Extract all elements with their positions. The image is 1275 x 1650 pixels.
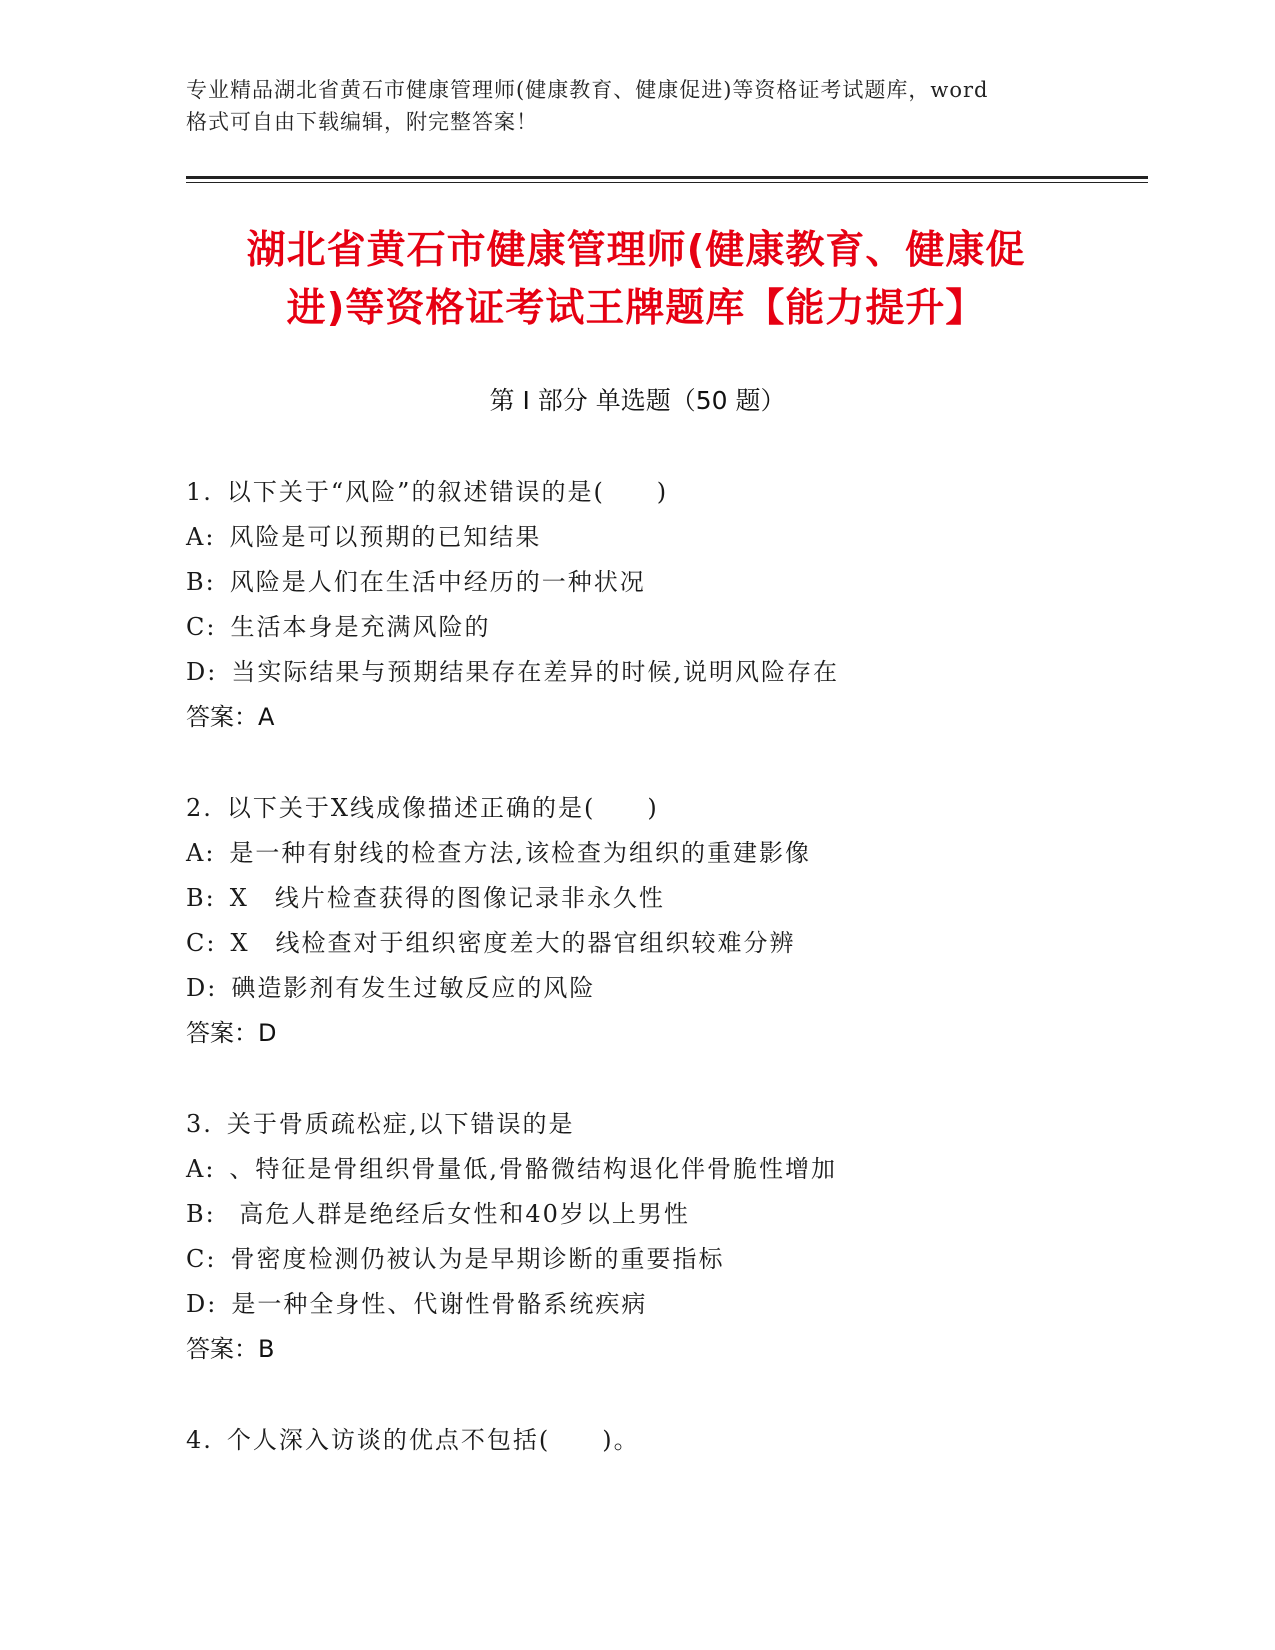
question-stem bbox=[186, 470, 1146, 515]
option-letter: D: bbox=[186, 658, 218, 686]
question-2 bbox=[186, 786, 1146, 1056]
option-letter: A: bbox=[186, 1155, 216, 1183]
question-number: 2. bbox=[186, 794, 213, 822]
option-letter: A: bbox=[186, 839, 216, 867]
header-divider-thin bbox=[186, 182, 1148, 183]
option-letter: C: bbox=[186, 1245, 217, 1273]
option-c bbox=[186, 605, 1146, 650]
option-b bbox=[186, 560, 1146, 605]
option-letter: B: bbox=[186, 1200, 216, 1228]
option-text: X 线片检查获得的图像记录非永久性 bbox=[229, 884, 665, 912]
option-text: 生活本身是充满风险的 bbox=[230, 613, 491, 641]
option-letter: C: bbox=[186, 929, 217, 957]
question-3 bbox=[186, 1102, 1146, 1372]
option-letter: A: bbox=[186, 523, 216, 551]
option-c bbox=[186, 1237, 1146, 1282]
option-text: 风险是可以预期的已知结果 bbox=[229, 523, 542, 551]
option-d bbox=[186, 1282, 1146, 1327]
option-d bbox=[186, 966, 1146, 1011]
option-text: 、特征是骨组织骨量低,骨骼微结构退化伴骨脆性增加 bbox=[229, 1155, 838, 1183]
question-number: 1. bbox=[186, 478, 213, 506]
option-text: 碘造影剂有发生过敏反应的风险 bbox=[231, 974, 596, 1002]
option-letter: B: bbox=[186, 568, 216, 596]
question-1 bbox=[186, 470, 1146, 740]
option-a bbox=[186, 515, 1146, 560]
option-letter: D: bbox=[186, 974, 218, 1002]
answer-key: 答案：A bbox=[186, 703, 275, 731]
document-title bbox=[186, 222, 1086, 338]
header-note-line-1: 专业精品湖北省黄石市健康管理师(健康教育、健康促进)等资格证考试题库，word bbox=[186, 78, 989, 102]
question-stem bbox=[186, 1418, 1146, 1463]
answer-key: 答案：B bbox=[186, 1335, 275, 1363]
question-number: 3. bbox=[186, 1110, 213, 1138]
header-divider-thick bbox=[186, 176, 1148, 179]
question-text: 以下关于“风险”的叙述错误的是( ) bbox=[226, 478, 669, 506]
option-text: 风险是人们在生活中经历的一种状况 bbox=[229, 568, 646, 596]
question-stem bbox=[186, 1102, 1146, 1147]
question-4 bbox=[186, 1418, 1146, 1463]
option-b bbox=[186, 876, 1146, 921]
option-c bbox=[186, 921, 1146, 966]
header-note-line-2: 格式可自由下载编辑，附完整答案！ bbox=[186, 110, 538, 134]
document-title-line-1: 湖北省黄石市健康管理师(健康教育、健康促 bbox=[246, 228, 1026, 273]
question-text: 以下关于X线成像描述正确的是( ) bbox=[226, 794, 659, 822]
question-list bbox=[186, 470, 1146, 1509]
option-text: 当实际结果与预期结果存在差异的时候,说明风险存在 bbox=[231, 658, 839, 686]
option-text: 高危人群是绝经后女性和40岁以上男性 bbox=[229, 1200, 690, 1228]
answer-key: 答案：D bbox=[186, 1019, 277, 1047]
question-number: 4. bbox=[186, 1426, 213, 1454]
option-b bbox=[186, 1192, 1146, 1237]
option-d bbox=[186, 650, 1146, 695]
header-note bbox=[186, 74, 1106, 138]
question-text: 个人深入访谈的优点不包括( )。 bbox=[226, 1426, 640, 1454]
option-a bbox=[186, 1147, 1146, 1192]
option-a bbox=[186, 831, 1146, 876]
section-heading: 第 I 部分 单选题（50 题） bbox=[489, 386, 786, 415]
option-text: X 线检查对于组织密度差大的器官组织较难分辨 bbox=[230, 929, 796, 957]
question-text: 关于骨质疏松症,以下错误的是 bbox=[226, 1110, 575, 1138]
option-letter: C: bbox=[186, 613, 217, 641]
option-letter: B: bbox=[186, 884, 216, 912]
option-text: 是一种全身性、代谢性骨骼系统疾病 bbox=[231, 1290, 648, 1318]
option-text: 是一种有射线的检查方法,该检查为组织的重建影像 bbox=[229, 839, 812, 867]
option-letter: D: bbox=[186, 1290, 218, 1318]
document-title-line-2: 进)等资格证考试王牌题库【能力提升】 bbox=[286, 286, 986, 331]
option-text: 骨密度检测仍被认为是早期诊断的重要指标 bbox=[230, 1245, 725, 1273]
question-stem bbox=[186, 786, 1146, 831]
